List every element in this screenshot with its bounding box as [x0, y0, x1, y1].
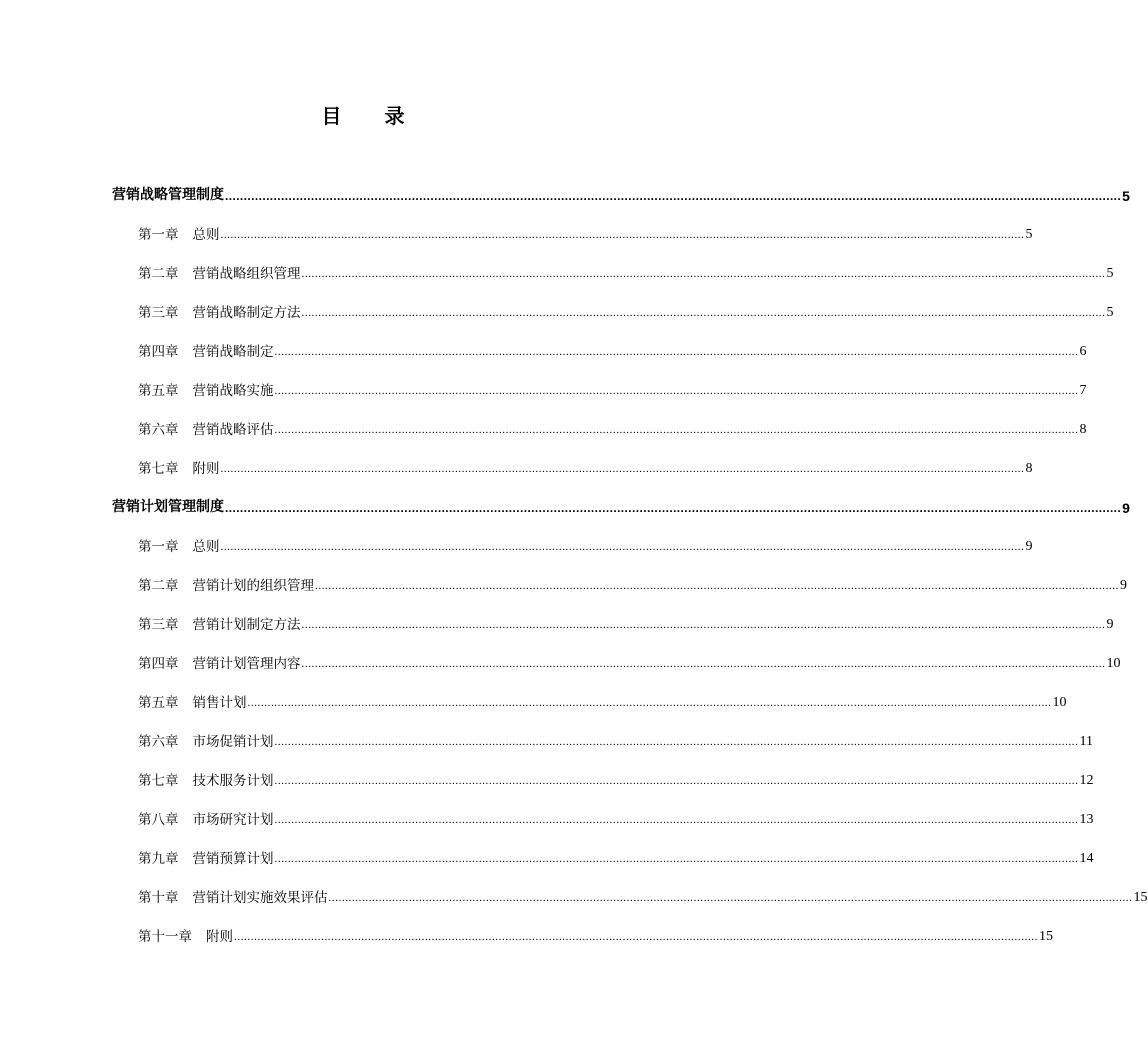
chapter-title: 市场研究计划 — [192, 812, 274, 828]
chapter-title: 营销战略制定方法 — [192, 305, 301, 321]
toc-entry[interactable] — [138, 223, 1033, 243]
page-number: 8 — [1025, 461, 1033, 476]
dot-leader: ................................................................................................................................................................................................................................................ — [274, 424, 1079, 436]
toc-entry[interactable] — [138, 574, 1127, 594]
chapter-number: 第六章 — [138, 422, 179, 438]
chapter-number: 第四章 — [138, 344, 179, 360]
chapter-title: 营销计划制定方法 — [192, 617, 301, 633]
page-number: 5 — [1106, 266, 1114, 281]
chapter-title: 营销战略评估 — [192, 422, 274, 438]
toc-entry[interactable] — [138, 418, 1087, 438]
dot-leader: ................................................................................................................................................................................................................................................ — [274, 346, 1079, 358]
page-number: 14 — [1079, 851, 1094, 866]
toc-entry[interactable] — [138, 925, 1053, 945]
chapter-number: 第七章 — [138, 773, 179, 789]
dot-leader: ................................................................................................................................................................................................................................................ — [247, 697, 1052, 709]
chapter-title: 营销计划实施效果评估 — [192, 890, 328, 906]
chapter-number: 第五章 — [138, 695, 179, 711]
chapter-title: 营销战略制定 — [192, 344, 274, 360]
chapter-number: 第九章 — [138, 851, 179, 867]
chapter-title: 营销计划的组织管理 — [192, 578, 314, 594]
section-title: 营销战略管理制度 — [112, 187, 224, 203]
dot-leader: ................................................................................................................................................................................................................................................ — [315, 580, 1119, 592]
dot-leader: ................................................................................................................................................................................................................................................ — [301, 619, 1106, 631]
dot-leader: ................................................................................................................................................................................................................................................ — [274, 853, 1079, 865]
dot-leader: ................................................................................................................................................................................................................................................ — [274, 736, 1079, 748]
toc-entry[interactable] — [138, 457, 1033, 477]
page-number: 5 — [1106, 305, 1114, 320]
page-number: 9 — [1106, 617, 1114, 632]
chapter-title: 营销战略实施 — [192, 383, 274, 399]
toc-entry[interactable] — [138, 301, 1114, 321]
chapter-number: 第五章 — [138, 383, 179, 399]
section-title: 营销计划管理制度 — [112, 499, 224, 515]
chapter-number: 第六章 — [138, 734, 179, 750]
page-number: 13 — [1079, 812, 1094, 827]
dot-leader: ................................................................................................................................................................................................................................................ — [301, 307, 1106, 319]
chapter-title: 总则 — [192, 227, 220, 243]
toc-section[interactable] — [112, 496, 1130, 516]
dot-leader: ................................................................................................................................................................................................................................................ — [301, 658, 1106, 670]
page-number: 5 — [1122, 188, 1130, 204]
page-number: 8 — [1079, 422, 1087, 437]
page-number: 9 — [1025, 539, 1033, 554]
toc-entry[interactable] — [138, 886, 1148, 906]
chapter-number: 第四章 — [138, 656, 179, 672]
chapter-title: 附则 — [206, 929, 233, 945]
chapter-number: 第十章 — [138, 890, 179, 906]
page-number: 9 — [1120, 578, 1127, 593]
toc-entry[interactable] — [138, 652, 1121, 672]
page-number: 9 — [1122, 500, 1130, 516]
toc-entry[interactable] — [138, 613, 1114, 633]
chapter-number: 第八章 — [138, 812, 179, 828]
chapter-number: 第三章 — [138, 305, 179, 321]
chapter-number: 第二章 — [138, 578, 179, 594]
page-number: 15 — [1039, 929, 1053, 944]
chapter-title: 营销计划管理内容 — [192, 656, 301, 672]
toc-entry[interactable] — [138, 769, 1094, 789]
dot-leader: ................................................................................................................................................................................................................................................ — [274, 814, 1079, 826]
toc-entry[interactable] — [138, 340, 1087, 360]
dot-leader: ................................................................................................................................................................................................................................................ — [225, 501, 1122, 515]
dot-leader: ................................................................................................................................................................................................................................................ — [274, 775, 1079, 787]
dot-leader: ................................................................................................................................................................................................................................................ — [274, 385, 1079, 397]
page-number: 5 — [1025, 227, 1033, 242]
toc-entry[interactable] — [138, 262, 1114, 282]
chapter-number: 第十一章 — [138, 929, 192, 945]
chapter-number: 第二章 — [138, 266, 179, 282]
toc-entry[interactable] — [138, 847, 1094, 867]
page-number: 10 — [1106, 656, 1121, 671]
toc-entry[interactable] — [138, 808, 1094, 828]
chapter-number: 第七章 — [138, 461, 179, 477]
page-number: 15 — [1133, 890, 1148, 905]
page-number: 7 — [1079, 383, 1087, 398]
dot-leader: ................................................................................................................................................................................................................................................ — [220, 229, 1025, 241]
chapter-title: 市场促销计划 — [192, 734, 274, 750]
dot-leader: ................................................................................................................................................................................................................................................ — [225, 189, 1122, 203]
chapter-title: 技术服务计划 — [192, 773, 274, 789]
page-number: 11 — [1079, 734, 1093, 749]
toc-title: 目 录 — [321, 104, 423, 128]
toc-entry[interactable] — [138, 535, 1033, 555]
page-number: 6 — [1079, 344, 1087, 359]
chapter-title: 营销预算计划 — [192, 851, 274, 867]
toc-section[interactable] — [112, 184, 1130, 204]
dot-leader: ................................................................................................................................................................................................................................................ — [301, 268, 1106, 280]
page-number: 12 — [1079, 773, 1094, 788]
page-number: 10 — [1052, 695, 1067, 710]
chapter-number: 第一章 — [138, 227, 179, 243]
dot-leader: ................................................................................................................................................................................................................................................ — [220, 541, 1025, 553]
chapter-title: 附则 — [192, 461, 220, 477]
dot-leader: ................................................................................................................................................................................................................................................ — [328, 892, 1133, 904]
dot-leader: ................................................................................................................................................................................................................................................ — [234, 931, 1038, 943]
toc-entry[interactable] — [138, 730, 1093, 750]
chapter-title: 营销战略组织管理 — [192, 266, 301, 282]
chapter-title: 总则 — [192, 539, 220, 555]
chapter-number: 第三章 — [138, 617, 179, 633]
dot-leader: ................................................................................................................................................................................................................................................ — [220, 463, 1025, 475]
toc-entry[interactable] — [138, 691, 1067, 711]
toc-entry[interactable] — [138, 379, 1087, 399]
chapter-title: 销售计划 — [192, 695, 247, 711]
chapter-number: 第一章 — [138, 539, 179, 555]
